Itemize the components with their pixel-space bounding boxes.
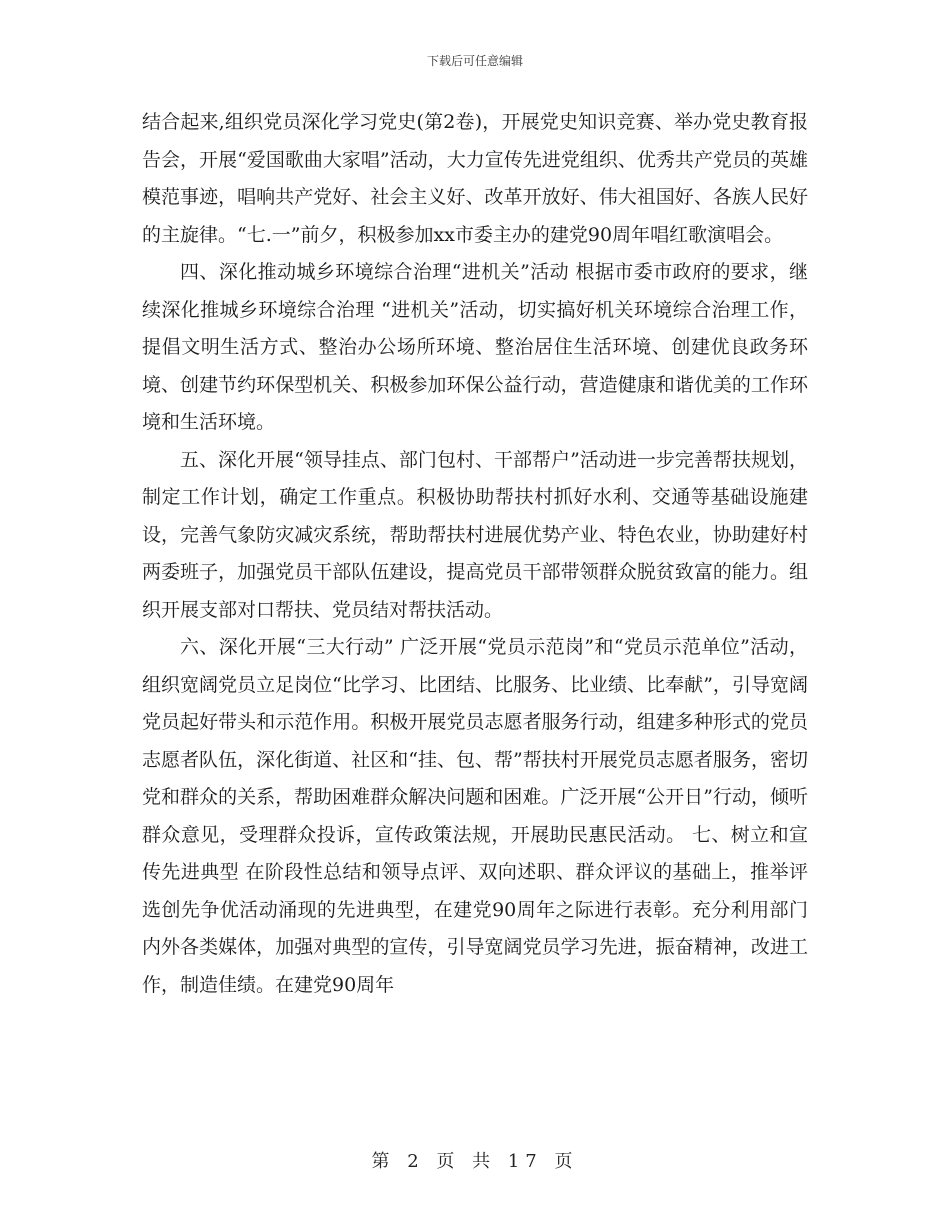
page-header: 下载后可任意编辑 [426,54,523,68]
paragraph-2: 四、深化推动城乡环境综合治理“进机关”活动 根据市委市政府的要求，继续深化推城乡环境综合治理 “进机关”活动，切实搞好机关环境综合治理工作，提倡文明生活方式、整治办公场所环境、整治居住生活环境、创建优良政务环境、创建节约环保型机关、积极参加环保公益行动，营造健康和谐优美的工作环境和生活环境。 [142,261,808,433]
paragraph-3: 五、深化开展“领导挂点、部门包村、干部帮户”活动进一步完善帮扶规划，制定工作计划，确定工作重点。积极协助帮扶村抓好水利、交通等基础设施建设，完善气象防灾减灾系统，帮助帮扶村进展优势产业、特色农业，协助建好村两委班子，加强党员干部队伍建设，提高党员干部带领群众脱贫致富的能力。组织开展支部对口帮扶、党员结对帮扶活动。 [142,448,808,621]
paragraph-1: 结合起来,组织党员深化学习党史(第2卷)，开展党史知识竞赛、举办党史教育报告会，开展“爱国歌曲大家唱”活动，大力宣传先进党组织、优秀共产党员的英雄模范事迹，唱响共产党好、社会主义好、改革开放好、伟大祖国好、各族人民好的主旋律。“七.一”前夕，积极参加xx市委主办的建党90周年唱红歌演唱会。 [142,111,808,246]
document-body [142,104,808,1004]
page-footer: 第 2 页 共 17 页 [371,1151,579,1172]
paragraph-4: 六、深化开展“三大行动” 广泛开展“党员示范岗”和“党员示范单位”活动，组织宽阔党员立足岗位“比学习、比团结、比服务、比业绩、比奉献”，引导宽阔党员起好带头和示范作用。积极开展党员志愿者服务行动，组建多种形式的党员志愿者队伍，深化街道、社区和“挂、包、帮”帮扶村开展党员志愿者服务，密切党和群众的关系，帮助困难群众解决问题和困难。广泛开展“公开日”行动，倾听群众意见，受理群众投诉，宣传政策法规，开展助民惠民活动。 七、树立和宣传先进典型 在阶段性总结和领导点评、双向述职、群众评议的基础上，推举评选创先争优活动涌现的先进典型，在建党90周年之际进行表彰。充分利用部门内外各类媒体，加强对典型的宣传，引导宽阔党员学习先进，振奋精神，改进工作，制造佳绩。在建党90周年 [142,636,808,996]
